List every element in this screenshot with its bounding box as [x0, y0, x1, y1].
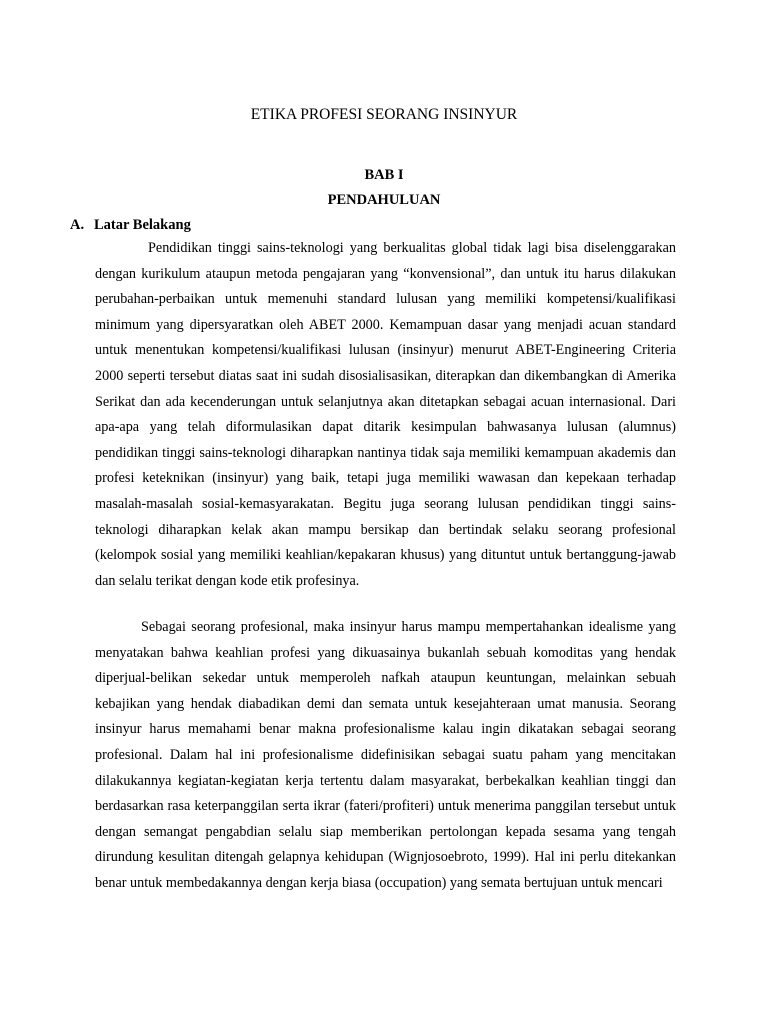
body-paragraph: Sebagai seorang profesional, maka insinyur harus mampu mempertahankan idealisme yang menyatakan bahwa keahlian profesi yang dikuasainya bukanlah sebuah komoditas yang hendak diperjual-belikan sekedar untuk memperoleh nafkah ataupun keuntungan, melainkan sebuah kebajikan yang hendak diabadikan demi dan semata untuk kesejahteraan umat manusia. Seorang insinyur harus memahami benar makna profesionalisme kalau ingin dikatakan sebagai seorang profesional. Dalam hal ini profesionalisme didefinisikan sebagai suatu paham yang mencitakan dilakukannya kegiatan-kegiatan kerja tertentu dalam masyarakat, berbekalkan keahlian tinggi dan berdasarkan rasa keterpanggilan serta ikrar (fateri/profiteri) untuk menerima panggilan tersebut untuk dengan semangat pengabdian selalu siap memberikan pertolongan kepada sesama yang tengah dirundung kesulitan ditengah gelapnya kehidupan (Wignjosoebroto, 1999). Hal ini perlu ditekankan benar untuk membedakannya dengan kerja biasa (occupation) yang semata bertujuan untuk mencari [95, 619, 676, 891]
body-paragraph: Pendidikan tinggi sains-teknologi yang berkualitas global tidak lagi bisa diselenggarakan dengan kurikulum ataupun metoda pengajaran yang “konvensional”, dan untuk itu harus dilakukan perubahan-perbaikan untuk memenuhi standard lulusan yang memiliki kompetensi/kualifikasi minimum yang dipersyaratkan oleh ABET 2000. Kemampuan dasar yang menjadi acuan standard untuk menentukan kompetensi/kualifikasi lulusan (insinyur) menurut ABET-Engineering Criteria 2000 seperti tersebut diatas saat ini sudah disosialisasikan, diterapkan dan dikembangkan di Amerika Serikat dan ada kecenderungan untuk selanjutnya akan ditetapkan sebagai acuan internasional. Dari apa-apa yang telah diformulasikan dapat ditarik kesimpulan bahwasanya lulusan (alumnus) pendidikan tinggi sains-teknologi diharapkan nantinya tidak saja memiliki kemampuan akademis dan profesi keteknikan (insinyur) yang baik, tetapi juga memiliki wawasan dan kepekaan terhadap masalah-masalah sosial-kemasyarakatan. Begitu juga seorang lulusan pendidikan tinggi sains-teknologi diharapkan kelak akan mampu bersikap dan bertindak selaku seorang profesional (kelompok sosial yang memiliki keahlian/kepakaran khusus) yang dituntut untuk bertanggung-jawab dan selalu terikat dengan kode etik profesinya. [95, 240, 676, 589]
document-title: ETIKA PROFESI SEORANG INSINYUR [250, 106, 518, 123]
section-heading [70, 215, 191, 235]
chapter-title: PENDAHULUAN [327, 192, 441, 208]
chapter-number: BAB I [364, 167, 404, 183]
section-number: A. [70, 217, 85, 233]
section-heading-text: Latar Belakang [94, 217, 191, 233]
